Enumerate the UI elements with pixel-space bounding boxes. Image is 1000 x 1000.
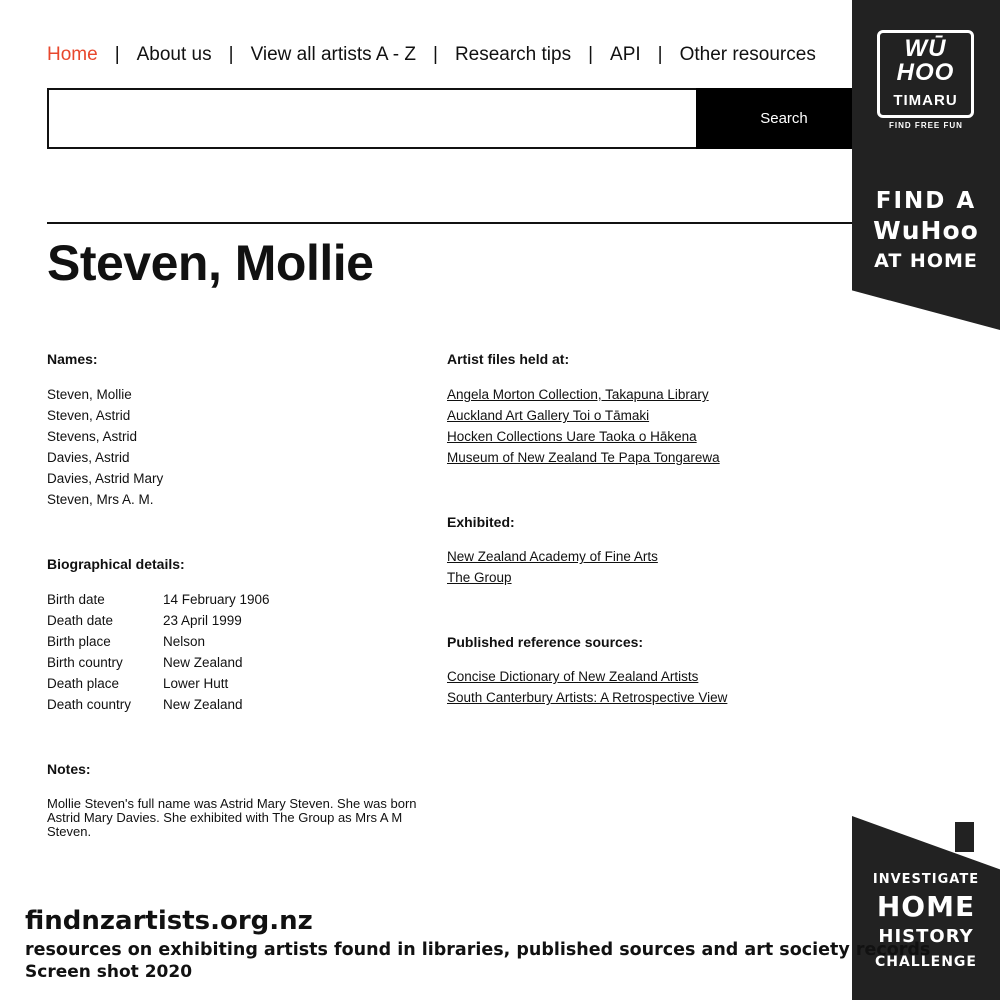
- bio-label: Birth place: [47, 634, 111, 649]
- notes-heading: Notes:: [47, 761, 91, 777]
- nav-artists-az-link[interactable]: View all artists A - Z: [250, 44, 416, 65]
- name-item: Steven, Mrs A. M.: [47, 492, 154, 507]
- badge-line: FIND A: [875, 188, 977, 214]
- badge-line: HOME: [876, 890, 976, 923]
- bio-value: Lower Hutt: [163, 676, 229, 691]
- artist-file-link[interactable]: Angela Morton Collection, Takapuna Library: [447, 387, 709, 402]
- list-item: [447, 405, 720, 426]
- name-item: Davies, Astrid: [47, 450, 130, 465]
- exhibited-heading: Exhibited:: [447, 514, 515, 530]
- nav-research-tips-link[interactable]: Research tips: [454, 44, 572, 65]
- bio-value: 14 February 1906: [163, 592, 270, 607]
- divider: [47, 222, 877, 224]
- reference-link[interactable]: South Canterbury Artists: A Retrospective View: [447, 690, 728, 705]
- bio-label: Death date: [47, 613, 114, 628]
- list-item: [447, 426, 720, 447]
- bio-value: New Zealand: [163, 655, 243, 670]
- exhibited-link[interactable]: New Zealand Academy of Fine Arts: [447, 549, 658, 564]
- references-list: [447, 666, 727, 708]
- artist-file-link[interactable]: Museum of New Zealand Te Papa Tongarewa: [447, 450, 720, 465]
- top-navigation: [47, 44, 816, 66]
- list-item: [447, 546, 658, 567]
- list-item: [447, 666, 727, 687]
- bio-label: Birth date: [47, 592, 105, 607]
- badge-line: CHALLENGE: [874, 954, 977, 970]
- badge-line: INVESTIGATE: [872, 872, 980, 887]
- caption-description: resources on exhibiting artists found in libraries, published sources and art society records: [25, 940, 931, 960]
- nav-separator: |: [114, 44, 120, 65]
- nav-separator: |: [433, 44, 438, 65]
- wuhoo-tagline: FIND FREE FUN: [889, 121, 963, 130]
- bio-label: Birth country: [47, 655, 123, 670]
- table-row: [47, 673, 270, 694]
- nav-separator: |: [228, 44, 234, 65]
- name-item: Davies, Astrid Mary: [47, 471, 164, 486]
- notes-text: Mollie Steven's full name was Astrid Mary Steven. She was born Astrid Mary Davies. She exhibited with The Group as Mrs A M Steven.: [47, 796, 417, 839]
- nav-separator: |: [588, 44, 594, 65]
- biographical-table: [47, 589, 270, 715]
- name-item: Steven, Astrid: [47, 408, 131, 423]
- find-wuhoo-heading: [852, 186, 1000, 276]
- list-item: [447, 687, 727, 708]
- caption-site: findnzartists.org.nz: [25, 906, 313, 936]
- artist-file-link[interactable]: Auckland Art Gallery Toi o Tāmaki: [447, 408, 650, 423]
- name-item: Steven, Mollie: [47, 387, 132, 402]
- table-row: [47, 631, 270, 652]
- artist-files-heading: Artist files held at:: [447, 351, 570, 367]
- bio-value: New Zealand: [163, 697, 243, 712]
- search-box: [47, 88, 697, 149]
- table-row: [47, 694, 270, 715]
- nav-separator: |: [657, 44, 663, 65]
- bio-value: Nelson: [163, 634, 206, 649]
- badge-line: HISTORY: [878, 926, 974, 947]
- logo-line: WŪ: [904, 35, 947, 62]
- names-heading: Names:: [47, 351, 98, 367]
- bio-label: Death country: [47, 697, 132, 712]
- bio-value: 23 April 1999: [163, 613, 242, 628]
- nav-api-link[interactable]: API: [610, 44, 641, 65]
- search-input[interactable]: [49, 90, 697, 147]
- exhibited-link[interactable]: The Group: [447, 570, 512, 585]
- house-chimney: [955, 822, 974, 852]
- badge-line: AT HOME: [874, 250, 978, 272]
- search-button[interactable]: Search: [696, 88, 876, 149]
- name-item: Stevens, Astrid: [47, 429, 138, 444]
- badge-line: WuHoo: [873, 216, 979, 245]
- table-row: [47, 610, 270, 631]
- logo-line: TIMARU: [893, 92, 958, 109]
- list-item: [447, 447, 720, 468]
- bio-label: Death place: [47, 676, 120, 691]
- table-row: [47, 652, 270, 673]
- names-list: [47, 384, 163, 510]
- reference-link[interactable]: Concise Dictionary of New Zealand Artists: [447, 669, 699, 684]
- page-title: Steven, Mollie: [47, 235, 374, 291]
- biographical-heading: Biographical details:: [47, 556, 185, 572]
- table-row: [47, 589, 270, 610]
- nav-other-resources-link[interactable]: Other resources: [679, 44, 816, 65]
- wuhoo-logo: [877, 30, 974, 118]
- nav-about-link[interactable]: About us: [136, 44, 212, 65]
- caption-year: Screen shot 2020: [25, 962, 193, 982]
- list-item: [447, 567, 658, 588]
- exhibited-list: [447, 546, 658, 588]
- references-heading: Published reference sources:: [447, 634, 644, 650]
- list-item: [447, 384, 720, 405]
- artist-files-list: [447, 384, 720, 468]
- logo-line: HOO: [896, 59, 955, 86]
- artist-file-link[interactable]: Hocken Collections Uare Taoka o Hākena: [447, 429, 697, 444]
- nav-home-link[interactable]: Home: [47, 44, 98, 65]
